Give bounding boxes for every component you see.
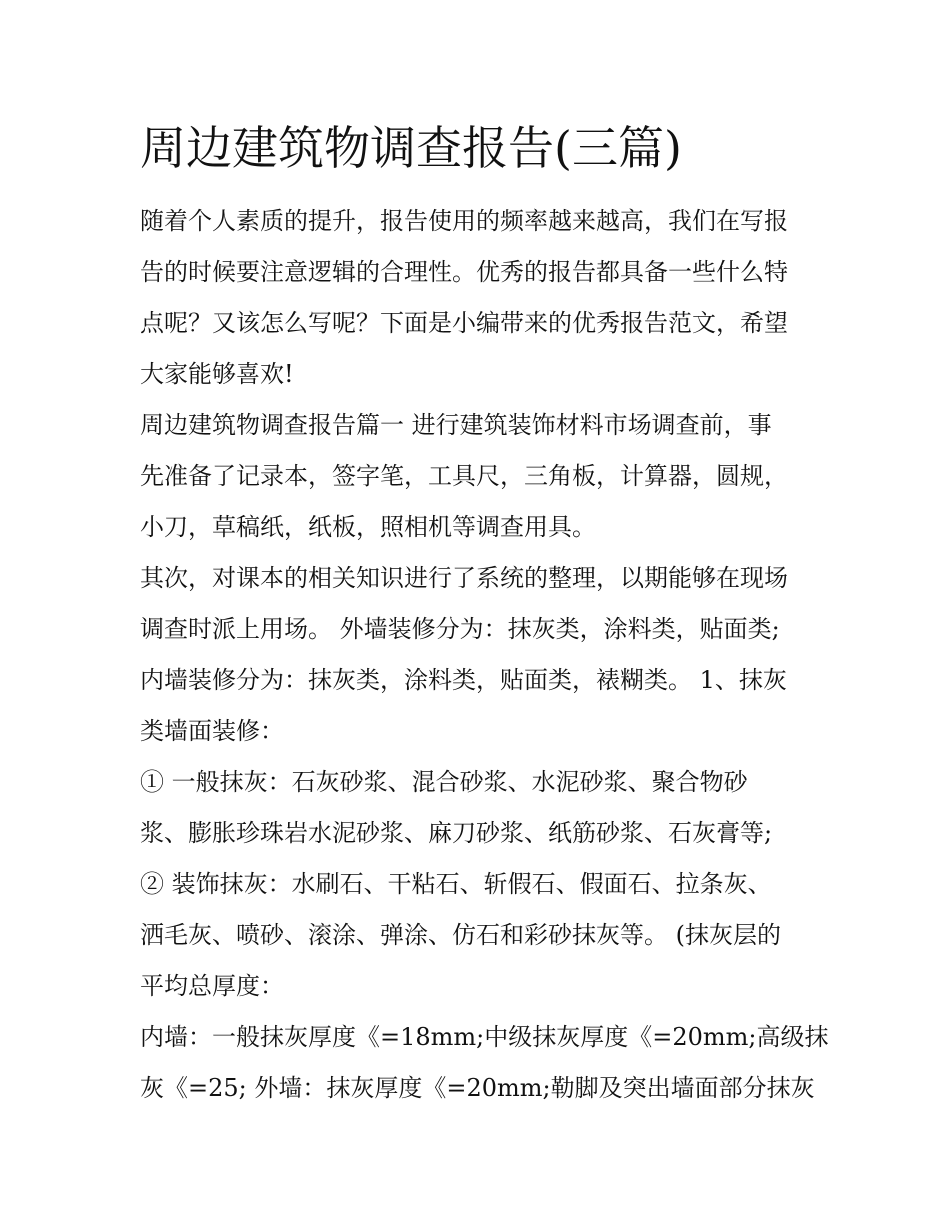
paragraph-plaster-types bbox=[140, 757, 820, 1012]
text-line: 周边建筑物调查报告篇一 进行建筑装饰材料市场调查前，事 bbox=[140, 411, 772, 439]
document-content bbox=[140, 116, 829, 1114]
text-line: 告的时候要注意逻辑的合理性。优秀的报告都具备一些什么特 bbox=[140, 258, 788, 286]
paragraph-thickness bbox=[140, 1012, 829, 1114]
paragraph-wall-types bbox=[140, 553, 820, 757]
text-line: 洒毛灰、喷砂、滚涂、弹涂、仿石和彩砂抹灰等。 (抹灰层的 bbox=[140, 921, 781, 949]
text-line: 点呢？又该怎么写呢？下面是小编带来的优秀报告范文，希望 bbox=[140, 309, 788, 337]
text-line: 内墙：一般抹灰厚度《=18mm;中级抹灰厚度《=20mm;高级抹 bbox=[140, 1023, 829, 1051]
text-line: ① 一般抹灰：石灰砂浆、混合砂浆、水泥砂浆、聚合物砂 bbox=[140, 768, 748, 796]
text-line: 小刀，草稿纸，纸板，照相机等调查用具。 bbox=[140, 513, 596, 541]
text-line: 平均总厚度： bbox=[140, 972, 284, 1000]
text-line: 灰《=25; 外墙：抹灰厚度《=20mm;勒脚及突出墙面部分抹灰 bbox=[140, 1074, 815, 1102]
text-line: 内墙装修分为：抹灰类，涂料类，贴面类，裱糊类。 1、抹灰 bbox=[140, 666, 787, 694]
text-line: ② 装饰抹灰：水刷石、干粘石、斩假石、假面石、拉条灰、 bbox=[140, 870, 772, 898]
text-line: 随着个人素质的提升，报告使用的频率越来越高，我们在写报 bbox=[140, 207, 788, 235]
text-line: 浆、膨胀珍珠岩水泥砂浆、麻刀砂浆、纸筋砂浆、石灰膏等; bbox=[140, 819, 773, 847]
text-line: 先准备了记录本，签字笔，工具尺，三角板，计算器，圆规， bbox=[140, 462, 788, 490]
paragraph-intro bbox=[140, 196, 820, 400]
paragraph-part-one bbox=[140, 400, 820, 553]
text-line: 其次，对课本的相关知识进行了系统的整理，以期能够在现场 bbox=[140, 564, 788, 592]
document-title: 周边建筑物调查报告(三篇) bbox=[140, 121, 682, 175]
text-line: 调查时派上用场。 外墙装修分为：抹灰类，涂料类，贴面类; bbox=[140, 615, 780, 643]
text-line: 大家能够喜欢! bbox=[140, 360, 294, 388]
text-line: 类墙面装修： bbox=[140, 717, 284, 745]
